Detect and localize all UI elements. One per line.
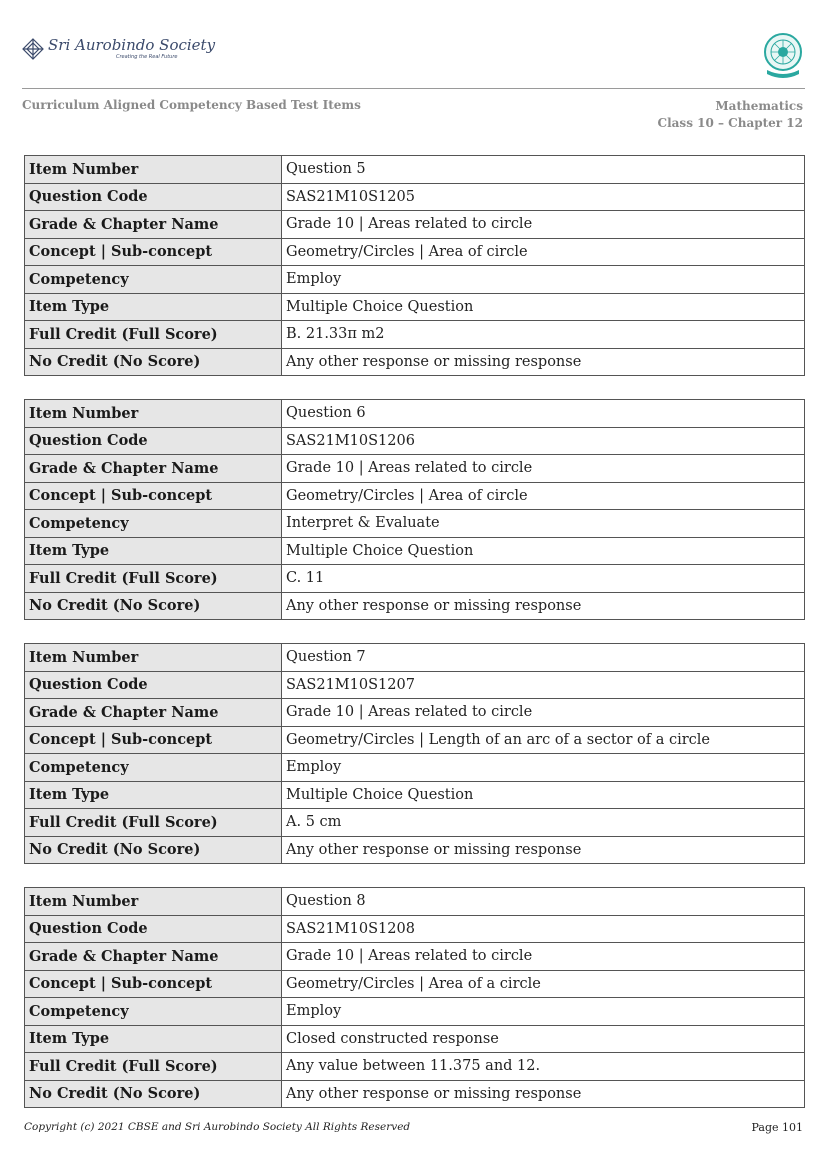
- value-no-credit: Any other response or missing response: [282, 836, 805, 864]
- value-item-number: Question 7: [282, 644, 805, 672]
- table-row: [25, 699, 805, 727]
- table-row: [25, 726, 805, 754]
- value-grade-chapter: Grade 10 | Areas related to circle: [282, 943, 805, 971]
- table-row: [25, 156, 805, 184]
- label-question-code: Question Code: [25, 671, 282, 699]
- table-row: [25, 644, 805, 672]
- table-row: [25, 970, 805, 998]
- label-competency: Competency: [25, 998, 282, 1026]
- label-grade-chapter: Grade & Chapter Name: [25, 943, 282, 971]
- value-competency: Interpret & Evaluate: [282, 510, 805, 538]
- item-table: [24, 643, 805, 864]
- cbse-emblem-icon: [761, 32, 805, 80]
- table-row: [25, 915, 805, 943]
- subject-info: [658, 98, 803, 132]
- label-no-credit: No Credit (No Score): [25, 592, 282, 620]
- org-name: Sri Aurobindo Society: [48, 36, 216, 54]
- org-tagline: Creating the Real Future: [116, 54, 178, 60]
- table-row: [25, 998, 805, 1026]
- table-row: [25, 321, 805, 349]
- label-full-credit: Full Credit (Full Score): [25, 565, 282, 593]
- copyright-notice: Copyright (c) 2021 CBSE and Sri Aurobindo Society All Rights Reserved: [24, 1121, 411, 1133]
- label-question-code: Question Code: [25, 427, 282, 455]
- class-chapter: Class 10 – Chapter 12: [657, 116, 803, 130]
- label-full-credit: Full Credit (Full Score): [25, 321, 282, 349]
- label-competency: Competency: [25, 510, 282, 538]
- value-grade-chapter: Grade 10 | Areas related to circle: [282, 455, 805, 483]
- label-item-number: Item Number: [25, 644, 282, 672]
- label-question-code: Question Code: [25, 183, 282, 211]
- table-row: [25, 183, 805, 211]
- value-no-credit: Any other response or missing response: [282, 348, 805, 376]
- label-full-credit: Full Credit (Full Score): [25, 809, 282, 837]
- table-row: [25, 211, 805, 239]
- value-question-code: SAS21M10S1206: [282, 427, 805, 455]
- table-row: [25, 809, 805, 837]
- table-row: [25, 888, 805, 916]
- table-row: [25, 592, 805, 620]
- label-item-type: Item Type: [25, 1025, 282, 1053]
- table-row: [25, 1053, 805, 1081]
- label-item-number: Item Number: [25, 400, 282, 428]
- label-concept: Concept | Sub-concept: [25, 970, 282, 998]
- label-no-credit: No Credit (No Score): [25, 836, 282, 864]
- value-concept: Geometry/Circles | Length of an arc of a sector of a circle: [282, 726, 805, 754]
- value-item-type: Multiple Choice Question: [282, 781, 805, 809]
- value-concept: Geometry/Circles | Area of a circle: [282, 970, 805, 998]
- label-item-number: Item Number: [25, 888, 282, 916]
- table-row: [25, 348, 805, 376]
- label-item-number: Item Number: [25, 156, 282, 184]
- label-concept: Concept | Sub-concept: [25, 238, 282, 266]
- table-row: [25, 943, 805, 971]
- value-competency: Employ: [282, 998, 805, 1026]
- label-grade-chapter: Grade & Chapter Name: [25, 699, 282, 727]
- page-number: Page 101: [751, 1121, 803, 1134]
- table-row: [25, 754, 805, 782]
- table-row: [25, 537, 805, 565]
- value-competency: Employ: [282, 754, 805, 782]
- table-row: [25, 836, 805, 864]
- item-table: [24, 155, 805, 376]
- label-item-type: Item Type: [25, 781, 282, 809]
- sri-aurobindo-society-logo-icon: [22, 38, 44, 60]
- value-no-credit: Any other response or missing response: [282, 592, 805, 620]
- subject: Mathematics: [715, 99, 803, 113]
- table-row: [25, 671, 805, 699]
- value-item-number: Question 5: [282, 156, 805, 184]
- value-item-type: Multiple Choice Question: [282, 293, 805, 321]
- label-item-type: Item Type: [25, 537, 282, 565]
- value-concept: Geometry/Circles | Area of circle: [282, 238, 805, 266]
- table-row: [25, 293, 805, 321]
- label-grade-chapter: Grade & Chapter Name: [25, 211, 282, 239]
- table-row: [25, 482, 805, 510]
- label-grade-chapter: Grade & Chapter Name: [25, 455, 282, 483]
- label-competency: Competency: [25, 266, 282, 294]
- value-concept: Geometry/Circles | Area of circle: [282, 482, 805, 510]
- value-full-credit: C. 11: [282, 565, 805, 593]
- value-grade-chapter: Grade 10 | Areas related to circle: [282, 211, 805, 239]
- item-table: [24, 887, 805, 1108]
- table-row: [25, 1025, 805, 1053]
- value-item-number: Question 8: [282, 888, 805, 916]
- table-row: [25, 266, 805, 294]
- org-logo: [22, 38, 215, 60]
- table-row: [25, 510, 805, 538]
- value-full-credit: Any value between 11.375 and 12.: [282, 1053, 805, 1081]
- table-row: [25, 238, 805, 266]
- value-no-credit: Any other response or missing response: [282, 1080, 805, 1108]
- value-item-type: Closed constructed response: [282, 1025, 805, 1053]
- page-header: [22, 30, 805, 89]
- label-no-credit: No Credit (No Score): [25, 1080, 282, 1108]
- value-question-code: SAS21M10S1208: [282, 915, 805, 943]
- table-row: [25, 400, 805, 428]
- table-row: [25, 565, 805, 593]
- item-table: [24, 399, 805, 620]
- label-competency: Competency: [25, 754, 282, 782]
- value-question-code: SAS21M10S1205: [282, 183, 805, 211]
- value-full-credit: A. 5 cm: [282, 809, 805, 837]
- value-full-credit: B. 21.33π m2: [282, 321, 805, 349]
- value-item-type: Multiple Choice Question: [282, 537, 805, 565]
- value-item-number: Question 6: [282, 400, 805, 428]
- table-row: [25, 427, 805, 455]
- table-row: [25, 455, 805, 483]
- label-full-credit: Full Credit (Full Score): [25, 1053, 282, 1081]
- label-question-code: Question Code: [25, 915, 282, 943]
- label-concept: Concept | Sub-concept: [25, 482, 282, 510]
- value-question-code: SAS21M10S1207: [282, 671, 805, 699]
- value-grade-chapter: Grade 10 | Areas related to circle: [282, 699, 805, 727]
- label-item-type: Item Type: [25, 293, 282, 321]
- table-row: [25, 1080, 805, 1108]
- label-no-credit: No Credit (No Score): [25, 348, 282, 376]
- label-concept: Concept | Sub-concept: [25, 726, 282, 754]
- document-title: Curriculum Aligned Competency Based Test Items: [22, 98, 361, 112]
- table-row: [25, 781, 805, 809]
- value-competency: Employ: [282, 266, 805, 294]
